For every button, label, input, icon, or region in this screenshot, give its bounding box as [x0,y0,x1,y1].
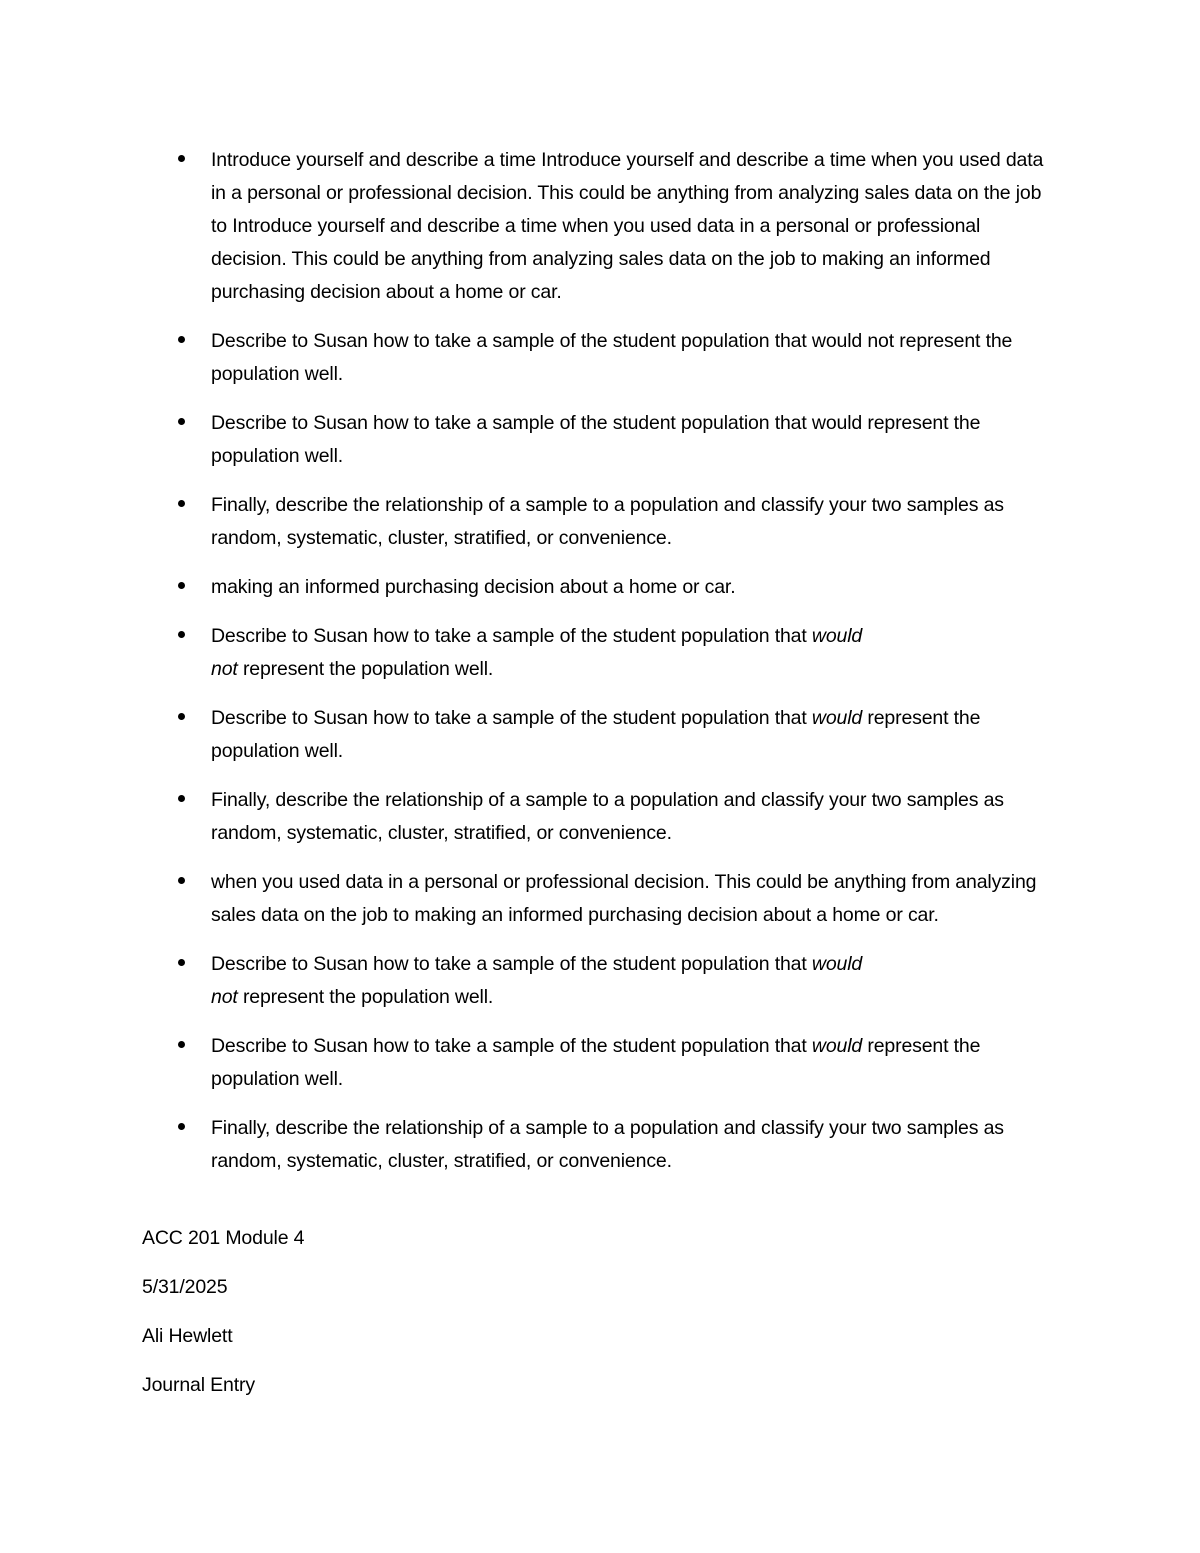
bullet-item [0,325,1061,391]
bullet-text: Describe to Susan how to take a sample of the student population that would not represent the population well. [211,330,1013,385]
bullet-dot-icon [175,948,187,981]
bullet-text-italic: would [811,707,863,729]
bullet-item [0,407,1061,473]
bullet-text: Finally, describe the relationship of a sample to a population and classify your two samples as random, systematic, cluster, stratified, or convenience. [211,1117,1004,1172]
bullet-text-italic: would [811,625,863,647]
document-header-block [142,1222,304,1418]
bullet-text: Introduce yourself and describe a time Introduce yourself and describe a time when you used data in a personal or professional decision. This could be anything from analyzing sales data on the job to Introduce yourself and describe a time when you used data in a personal or professional decision. This could be anything from analyzing sales data on the job to making an informed purchasing decision about a home or car. [211,149,1044,303]
bullet-dot-icon [175,489,187,522]
bullet-item [0,866,1061,932]
bullet-text: Describe to Susan how to take a sample of the student population that [211,953,812,975]
bullet-dot-icon [175,407,187,440]
bullet-text: Describe to Susan how to take a sample of the student population that [211,625,812,647]
bullet-dot-icon [175,866,187,899]
bullet-item [0,1112,1061,1178]
bullet-item [0,571,1061,604]
bullet-text: Describe to Susan how to take a sample of the student population that would represent the population well. [211,412,981,467]
bullet-text-italic: would [811,953,863,975]
bullet-item [0,948,1061,1014]
bullet-text: when you used data in a personal or professional decision. This could be anything from analyzing sales data on the job to making an informed purchasing decision about a home or car. [211,871,1037,926]
date-line: 5/31/2025 [142,1276,228,1298]
assignment-title-line: Journal Entry [142,1374,255,1396]
bullet-text-italic: would [811,1035,863,1057]
prompt-bullet-list [0,144,1200,1194]
bullet-text: Describe to Susan how to take a sample of the student population that [211,707,812,729]
bullet-text: Finally, describe the relationship of a sample to a population and classify your two samples as random, systematic, cluster, stratified, or convenience. [211,789,1004,844]
bullet-item [0,784,1061,850]
bullet-dot-icon [175,144,187,177]
course-module-line: ACC 201 Module 4 [142,1227,305,1249]
bullet-dot-icon [175,571,187,604]
bullet-item [0,144,1061,309]
bullet-dot-icon [175,702,187,735]
bullet-text: Describe to Susan how to take a sample of the student population that [211,1035,812,1057]
bullet-dot-icon [175,620,187,653]
bullet-item [0,620,1061,686]
bullet-dot-icon [175,784,187,817]
bullet-text: represent the population well. [211,707,981,762]
bullet-text: represent the population well. [211,1035,981,1090]
bullet-item [0,1030,1061,1096]
bullet-text: represent the population well. [237,658,494,680]
bullet-item [0,702,1061,768]
bullet-text: making an informed purchasing decision about a home or car. [211,576,736,598]
bullet-text: represent the population well. [237,986,494,1008]
bullet-dot-icon [175,1112,187,1145]
bullet-text: Finally, describe the relationship of a sample to a population and classify your two samples as random, systematic, cluster, stratified, or convenience. [211,494,1004,549]
bullet-item [0,489,1061,555]
bullet-text-italic: not [211,658,238,680]
bullet-text-italic: not [211,986,238,1008]
bullet-dot-icon [175,325,187,358]
bullet-dot-icon [175,1030,187,1063]
author-name-line: Ali Hewlett [142,1325,233,1347]
